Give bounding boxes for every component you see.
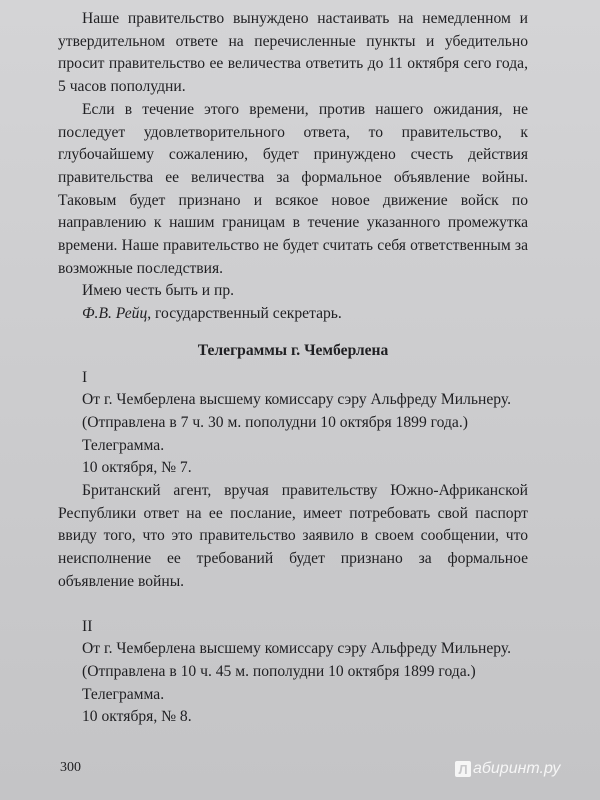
telegram-2-type: Телеграмма. [82, 685, 165, 703]
page-text [58, 8, 528, 729]
telegram-1-from: От г. Чемберлена высшему комиссару сэру Альфреду Мильнеру. [82, 391, 512, 409]
paragraph-2: Если в течение этого времени, против нашего ожидания, не последует удовлетворительного ответа, то правительство, к глубочайшему сожалению, будет принуждено счесть действия правительства ее величества за формальное объявление войны. Таковым будет признано и всякое новое движение войск по направлению к нашим границам в течение указанного промежутка времени. Наше правительство не будет считать себя ответственным за возможные последствия. [58, 100, 528, 277]
page-number: 300 [60, 760, 81, 775]
section-gap [58, 594, 528, 616]
telegram-2-date: 10 октября, № 8. [82, 708, 192, 726]
telegram-2-from: От г. Чемберлена высшему комиссару сэру Альфреду Мильнеру. [82, 640, 512, 658]
signature-title: , государственный секретарь. [147, 305, 342, 323]
telegram-2-number: II [82, 617, 93, 635]
paragraph-1: Наше правительство вынуждено настаивать на немедленном и утвердительном ответе на перечисленные пункты и убедительно просит правительство ее величества ответить до 11 октября сего года, 5 часов пополудни. [58, 10, 528, 96]
telegram-2-sent: (Отправлена в 10 ч. 45 м. пополудни 10 октября 1899 года.) [82, 662, 476, 680]
telegram-1-type: Телеграмма. [82, 436, 165, 454]
telegram-1-sent: (Отправлена в 7 ч. 30 м. пополудни 10 октября 1899 года.) [82, 413, 468, 431]
labirint-logo-icon: Л [455, 761, 471, 777]
telegram-1-date: 10 октября, № 7. [82, 459, 192, 477]
paragraph-3: Имею честь быть и пр. [82, 282, 235, 300]
section-heading: Телеграммы г. Чемберлена [197, 341, 389, 359]
telegram-1-number: I [82, 368, 88, 386]
signature-line [58, 303, 528, 326]
labirint-watermark [455, 760, 560, 778]
signature-name: Ф.В. Рейц [82, 305, 148, 323]
telegram-1-body: Британский агент, вручая правительству Южно-Африканской Республики ответ на ее послание, имеет потребовать свой паспорт ввиду того, что это правительство заявило в своем сообщении, что неисполнение ее требований будет признано за формальное объявление войны. [58, 482, 528, 590]
watermark-text: абиринт.ру [473, 760, 561, 777]
